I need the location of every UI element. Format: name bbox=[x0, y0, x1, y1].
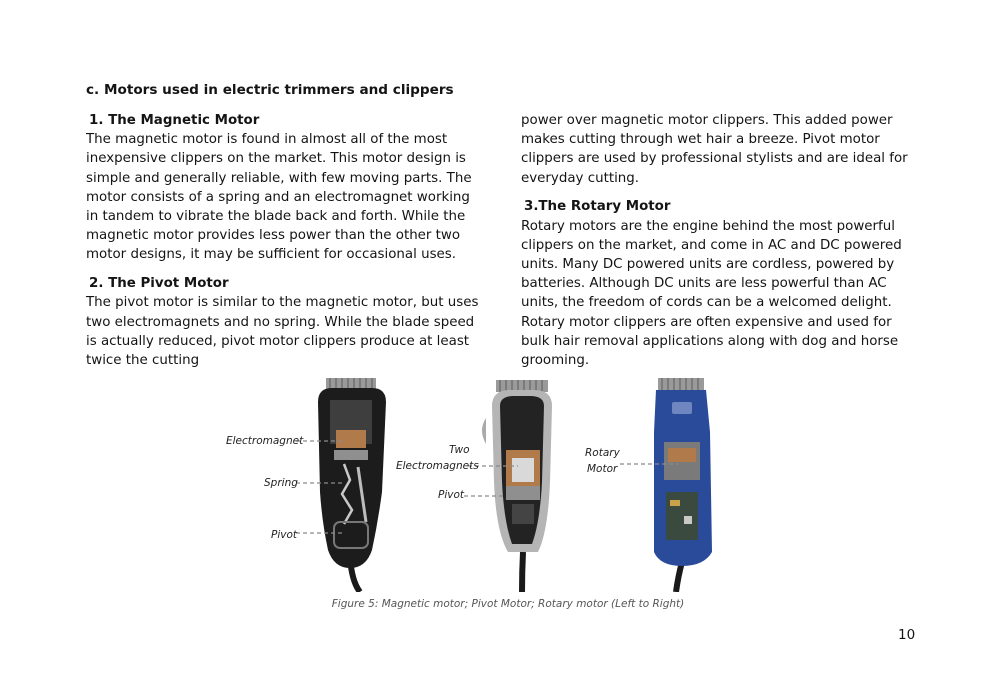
rotary-clipper-illustration bbox=[654, 378, 712, 592]
label-rotary: Rotary bbox=[585, 447, 620, 459]
heading-magnetic-motor: 1. The Magnetic Motor bbox=[89, 113, 260, 128]
label-pivot-2: Pivot bbox=[438, 489, 465, 501]
label-spring: Spring bbox=[264, 477, 298, 489]
section-title: c. Motors used in electric trimmers and clippers bbox=[86, 82, 454, 98]
heading-pivot-motor: 2. The Pivot Motor bbox=[89, 276, 229, 292]
left-column bbox=[86, 111, 484, 370]
paragraph-pivot-motor-continued: power over magnetic motor clippers. This added power makes cutting through wet hair a breeze. Pivot motor clippers are used by professional stylists and are ideal for everyday cutting. bbox=[521, 113, 908, 186]
heading-rotary-motor: 3.The Rotary Motor bbox=[524, 199, 671, 215]
label-electromagnets: Electromagnets bbox=[396, 460, 479, 472]
paragraph-magnetic-motor: The magnetic motor is found in almost all of the most inexpensive clippers on the market. This motor design is simple and generally reliable, with few moving parts. The motor consists of a spring and an electromagnet working in tandem to vibrate the blade back and forth. While the magnetic motor provides less power than the other two motor designs, it may be sufficient for occasional uses. bbox=[86, 132, 472, 263]
label-pivot-1: Pivot bbox=[271, 529, 298, 541]
paragraph-pivot-motor: The pivot motor is similar to the magnetic motor, but uses two electromagnets and no spring. While the blade speed is actually reduced, pivot motor clippers produce at least twice the cutting bbox=[86, 295, 479, 368]
label-motor: Motor bbox=[587, 463, 618, 475]
paragraph-rotary-motor: Rotary motors are the engine behind the most powerful clippers on the market, and come in AC and DC powered units. Many DC powered units are cordless, powered by batteries. Although DC units are less powerful than AC units, the freedom of cords can be a welcomed delight. Rotary motor clippers are often expensive and used for bulk hair removal applications along with dog and horse grooming. bbox=[521, 218, 902, 368]
pivot-clipper-illustration bbox=[482, 380, 552, 592]
magnetic-clipper-illustration bbox=[318, 378, 386, 592]
label-two: Two bbox=[449, 444, 470, 456]
page-number: 10 bbox=[898, 627, 916, 643]
figure-caption: Figure 5: Magnetic motor; Pivot Motor; Rotary motor (Left to Right) bbox=[331, 598, 685, 610]
label-electromagnet: Electromagnet bbox=[226, 435, 304, 447]
right-column bbox=[521, 111, 919, 370]
clipper-figure bbox=[200, 372, 820, 592]
